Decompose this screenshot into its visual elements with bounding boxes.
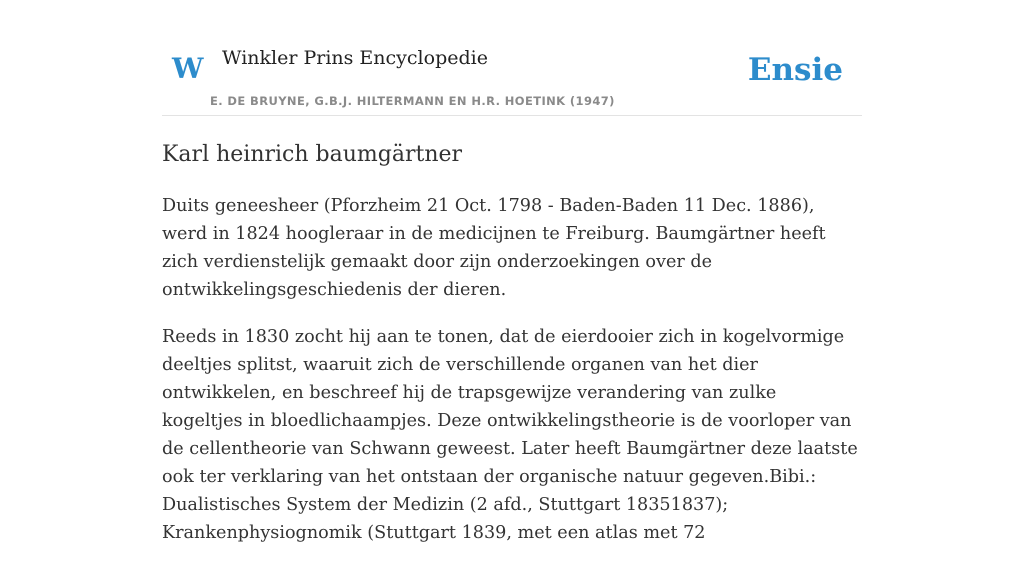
article-paragraph: Duits geneesheer (Pforzheim 21 Oct. 1798 - Baden-Baden 11 Dec. 1886), werd in 1824 hoogleraar in de medicijnen te Freiburg. Baumgärtner heeft zich verdienstelijk gemaakt door zijn onderzoekingen over de ontwikkelingsgeschiedenis der dieren. (162, 196, 826, 300)
article-paragraph: Reeds in 1830 zocht hij aan te tonen, dat de eierdooier zich in kogelvormige deeltjes splitst, waaruit zich de verschillende organen van het dier ontwikkelen, en beschreef hij de trapsgewijze verandering van zulke kogeltjes in bloedlichaampjes. Deze ontwikkelingstheorie is de voorloper van de cellentheorie van Schwann geweest. Later heeft Baumgärtner deze laatste ook ter verklaring van het ontstaan der organische natuur gegeven.Bibi.: Dualistisches System der Medizin (2 afd., Stuttgart 18351837); Krankenphysiognomik (Stuttgart 1839, met een atlas met 72 (162, 327, 858, 543)
source-header (162, 0, 862, 116)
article-body (162, 192, 862, 566)
source-authors: E. DE BRUYNE, G.B.J. HILTERMANN EN H.R. HOETINK (1947) (210, 94, 615, 108)
article-title: Karl heinrich baumgärtner (162, 142, 463, 167)
page (162, 0, 862, 543)
ensie-logo-link[interactable]: Ensie (747, 52, 843, 88)
winkler-prins-logo[interactable]: W (172, 52, 204, 85)
source-title[interactable]: Winkler Prins Encyclopedie (222, 47, 488, 69)
